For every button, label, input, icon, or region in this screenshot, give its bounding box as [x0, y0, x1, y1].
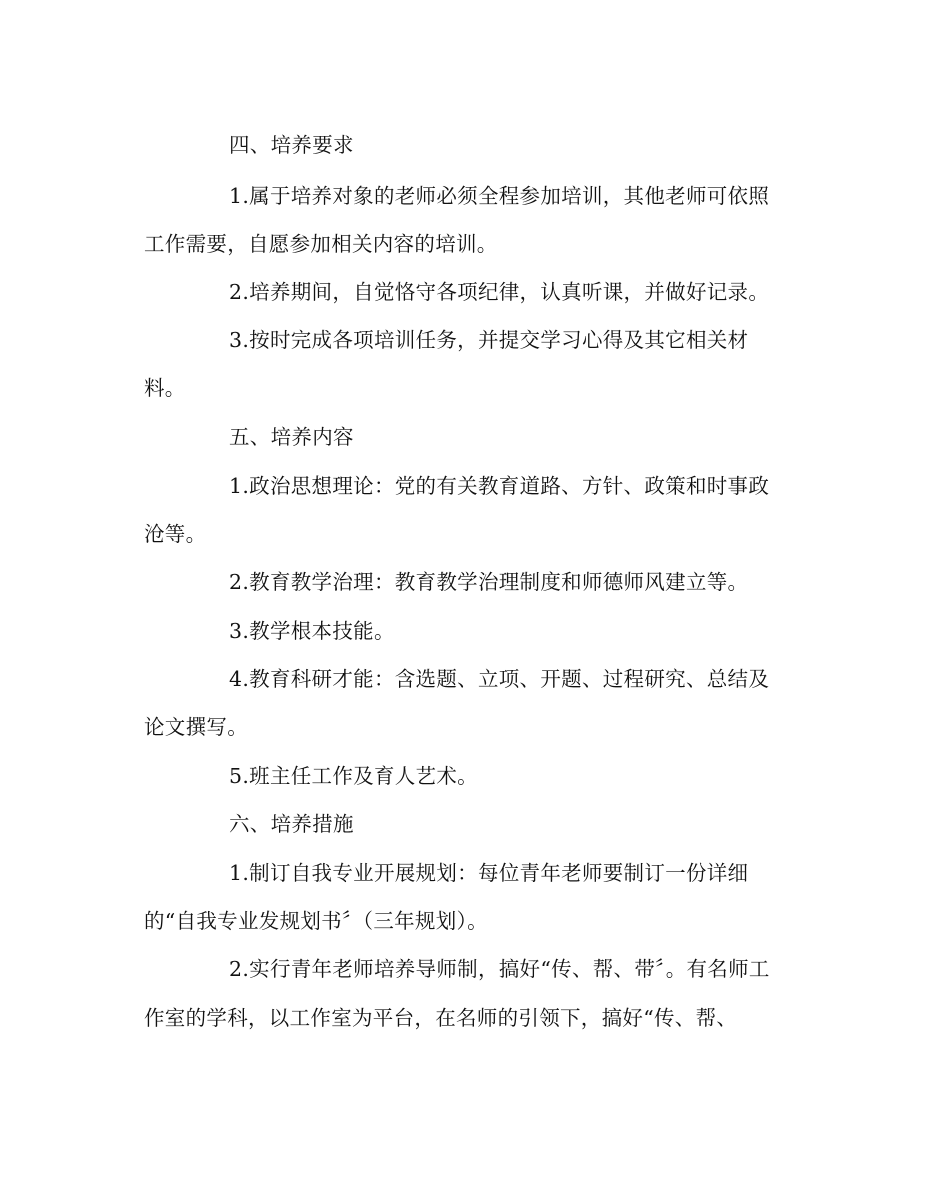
section-heading-content: 五、培养内容 — [229, 425, 354, 449]
paragraph-line: 作室的学科，以工作室为平台，在名师的引领下，搞好“传、帮、 — [144, 1006, 738, 1030]
paragraph-line: 5.班主任工作及育人艺术。 — [229, 764, 478, 788]
paragraph-line: 的“自我专业发规划书〞（三年规划）。 — [144, 909, 488, 933]
paragraph-line: 1.制订自我专业开展规划：每位青年老师要制订一份详细 — [229, 861, 749, 885]
paragraph-line: 料。 — [144, 376, 186, 400]
paragraph-line: 3.按时完成各项培训任务，并提交学习心得及其它相关材 — [229, 328, 749, 352]
paragraph-line: 3.教学根本技能。 — [229, 619, 395, 643]
section-heading-requirements: 四、培养要求 — [229, 133, 354, 157]
paragraph-line: 论文撰写。 — [144, 715, 248, 739]
paragraph-line: 2.教育教学治理：教育教学治理制度和师德师风建立等。 — [229, 570, 749, 594]
paragraph-line: 工作需要，自愿参加相关内容的培训。 — [144, 232, 498, 256]
paragraph-line: 4.教育科研才能：含选题、立项、开题、过程研究、总结及 — [229, 667, 770, 691]
paragraph-line: 2.实行青年老师培养导师制，搞好“传、帮、带〞。有名师工 — [229, 957, 770, 981]
paragraph-line: 沧等。 — [144, 522, 207, 546]
paragraph-line: 1.政治思想理论：党的有关教育道路、方针、政策和时事政 — [229, 474, 770, 498]
section-heading-measures: 六、培养措施 — [229, 812, 354, 836]
paragraph-line: 1.属于培养对象的老师必须全程参加培训，其他老师可依照 — [229, 184, 770, 208]
paragraph-line: 2.培养期间，自觉恪守各项纪律，认真听课，并做好记录。 — [229, 280, 770, 304]
